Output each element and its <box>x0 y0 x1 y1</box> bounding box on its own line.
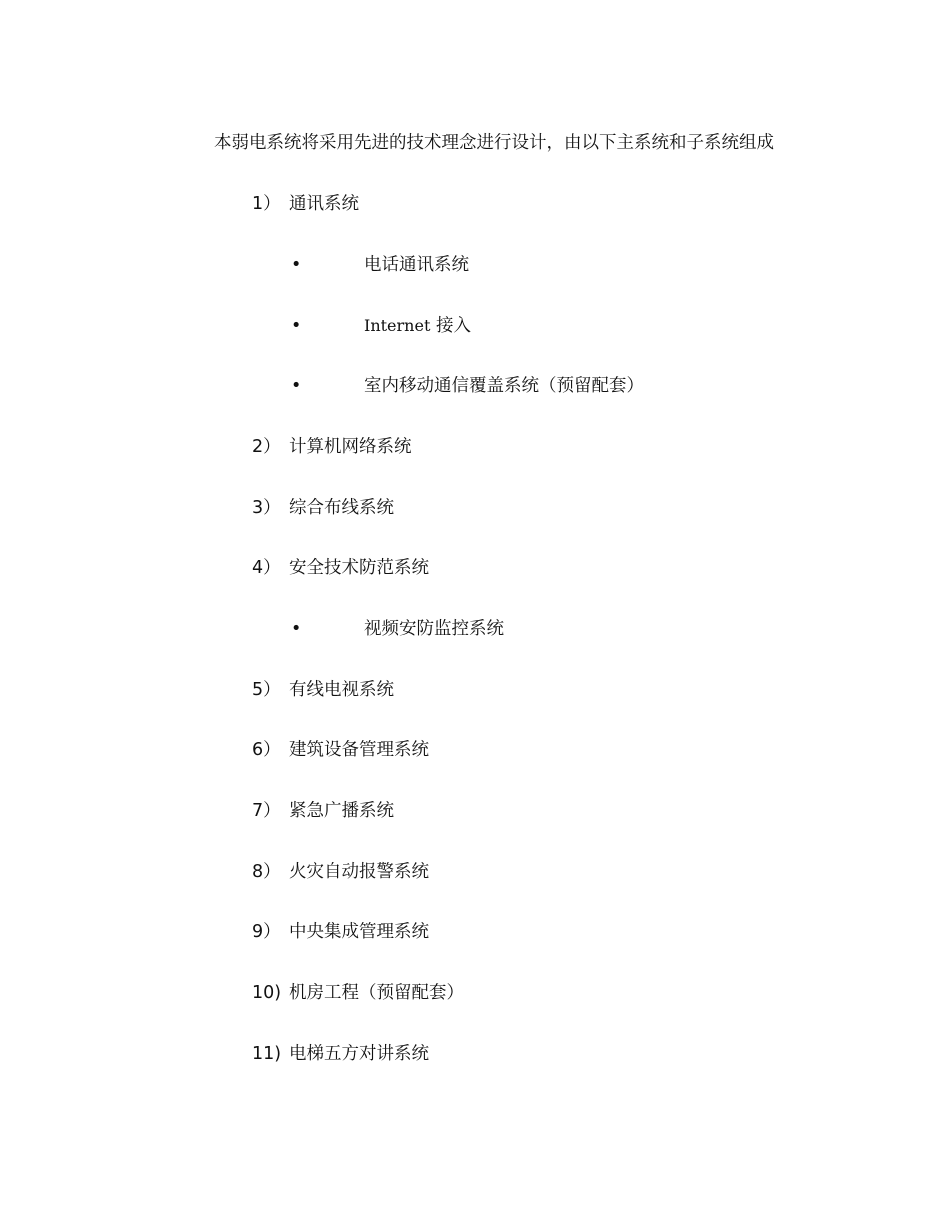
sub-item-label: 电话通讯系统 <box>364 255 469 275</box>
list-number: 4） <box>252 558 281 578</box>
list-number: 10) <box>252 983 282 1003</box>
list-number: 11) <box>252 1044 282 1064</box>
sub-item-label: 视频安防监控系统 <box>364 619 504 639</box>
intro-paragraph: 本弱电系统将采用先进的技术理念进行设计，由以下主系统和子系统组成 <box>214 133 774 153</box>
list-item-label: 紧急广播系统 <box>289 801 394 821</box>
list-number: 6） <box>252 740 281 760</box>
sub-item-label <box>364 314 471 338</box>
sub-item-text: 接入 <box>435 316 471 336</box>
list-item-label: 电梯五方对讲系统 <box>289 1044 429 1064</box>
list-number: 5） <box>252 680 281 700</box>
list-item-label: 通讯系统 <box>289 194 359 214</box>
list-item-label: 综合布线系统 <box>289 498 394 518</box>
list-number: 8） <box>252 862 281 882</box>
list-item-label: 有线电视系统 <box>289 680 394 700</box>
list-item-label: 安全技术防范系统 <box>289 558 429 578</box>
list-item-label: 建筑设备管理系统 <box>289 740 429 760</box>
list-item-label: 计算机网络系统 <box>289 437 412 457</box>
sub-item-label: 室内移动通信覆盖系统（预留配套） <box>364 376 644 396</box>
bullet-icon: • <box>291 376 302 396</box>
bullet-icon: • <box>291 619 302 639</box>
list-number: 3） <box>252 498 281 518</box>
list-number: 1） <box>252 194 281 214</box>
sub-item-latin-term: Internet <box>364 316 431 335</box>
list-number: 7） <box>252 801 281 821</box>
list-number: 9） <box>252 922 281 942</box>
list-item-label: 火灾自动报警系统 <box>289 862 429 882</box>
bullet-icon: • <box>291 255 302 275</box>
list-number: 2） <box>252 437 281 457</box>
list-item-label: 机房工程（预留配套） <box>289 983 464 1003</box>
list-item-label: 中央集成管理系统 <box>289 922 429 942</box>
bullet-icon: • <box>291 316 302 336</box>
